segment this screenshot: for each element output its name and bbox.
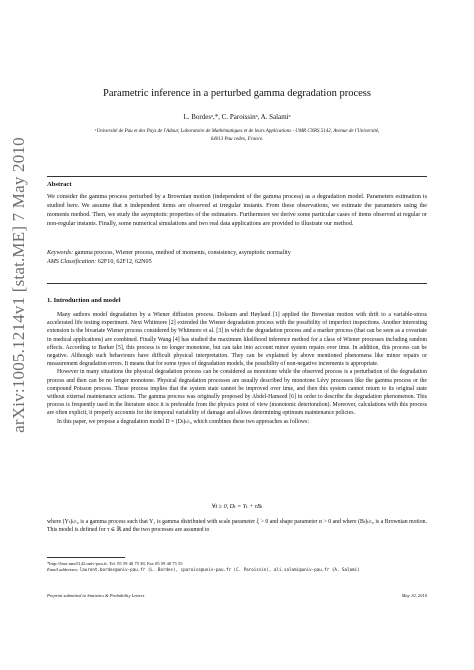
arxiv-id-text: arXiv:1005.1214v1 [stat.ME] 7 May 2010 xyxy=(9,137,28,433)
abstract-top-rule xyxy=(47,176,427,177)
paragraph-4: where (Yₜ)ₜ≥₀ is a gamma process such that Y₁ is gamma distributed with scale parameter ξ > 0 and shape parameter α > 0 and where (Bₜ)ₜ≥₀ is a Brownian motion. This model is defined for τ ∈ ℝ and the two processes are assumed to xyxy=(47,519,427,534)
keywords-text: gamma process, Wiener process, method of moments, consistency, asymptotic normality xyxy=(74,250,291,256)
paragraph-3: In this paper, we propose a degradation model D = (Dₜ)ₜ≥₀ which combines these two approaches as follows: xyxy=(57,418,309,425)
email-list: laurent.bordes@univ-pau.fr (L. Bordes), cparoiss@univ-pau.fr (C. Paroissin), ali.salami@univ-pau.fr (A. Salami) xyxy=(79,567,360,573)
page-footer xyxy=(47,593,427,598)
footnotes xyxy=(47,561,427,574)
introduction-body xyxy=(47,311,427,426)
affiliation-line-2: 64013 Pau cedex, France. xyxy=(210,137,264,142)
arxiv-identifier-stamp xyxy=(4,110,34,460)
author-list: L. Bordesᵃ,*, C. Paroissinᵃ, A. Salamiᵃ xyxy=(183,113,291,121)
abstract-heading: Abstract xyxy=(47,181,72,188)
paragraph-2: However in many situations the physical degradation process can be considered as monotone while the observed process is a perturbation of the degradation process and then can be no longer monotone. Physical degradation processes are usually described by monotone Lévy processes like the gamma process or the compound Poisson process. These process implies that the system state cannot be improved over time, and then this system cannot return to its original state without external maintenance actions. The gamma process was originally proposed by Abdel-Hameed [6] in order to describe the degradation phenomenon. This process is frequently used in the literature since it is preferable from the physics point of view (monotonic deterioration). Moreover, calculations with this process are often explicit, it properly accounts for the temporal variability of damage and allows determining optimum maintenance policies. xyxy=(47,369,427,417)
email-label: Email addresses: xyxy=(47,567,79,573)
footer-journal: Preprint submitted to Statistics & Probability Letters xyxy=(47,593,145,598)
paper-page xyxy=(47,0,427,670)
section-heading: 1. Introduction and model xyxy=(47,297,121,304)
affiliation xyxy=(67,128,407,144)
ams-text: 62F10, 62F12, 62N05 xyxy=(97,258,152,265)
paper-title: Parametric inference in a perturbed gamma degradation process xyxy=(103,88,371,99)
abstract-bottom-rule xyxy=(47,283,427,284)
keywords-block xyxy=(47,249,427,267)
footer-date: May 10, 2010 xyxy=(401,593,427,598)
paragraph-1: Many authors model degradation by a Wiener diffusion process. Doksum and Høyland [1] applied the Brownian motion with drift to a variable-stress accelerated life testing experiment. Next Whitmore [2] extended the Wiener degradation process with the possibility of imperfect inspections. Another interesting extension is the bivariate Wiener process considered by Whitmore et al. [3] in which the degradation process and a marker process (that can be seen as a covariate in medical applications) are combined. Finally Wang [4] has studied the maximum likelihood inference method for a class of Wiener processes including random effects. According to Barker [5], this process is no longer monotone, but can take into account minor system repairs over time. In addition, this process can be negative. Although such behaviours have difficult physical interpretation. They can be explained by above mentioned phenomena like minor repairs or measurement degradation errors. It means that for some types of degradation models, the possibility of non-negative increments is appropriate. xyxy=(47,312,427,368)
model-equation: ∀t ≥ 0, Dₜ = Yₜ + τBₜ xyxy=(211,504,263,510)
footnote-1: *http://lma-umr5142.univ-pau.fr, Tel. 05 59 40 75 38, Fax 05 59 40 75 55 xyxy=(47,561,183,566)
abstract-text: We consider the gamma process perturbed by a Brownian motion (independent of the gamma process) as a degradation model. Parameters estimation is studied here. We assume that n independent items are observed at irregular instants. From these observations, we estimate the parameters using the moments method. Then, we study the asymptotic properties of the estimators. Furthermore we derive some particular cases of items observed at regular or non-regular instants. Finally, some numerical simulations and two real data applications are provided to illustrate our method. xyxy=(47,194,427,227)
ams-label: AMS Classification: xyxy=(47,258,97,265)
ams-line xyxy=(47,258,427,267)
footnote-2 xyxy=(47,567,427,573)
keywords-line xyxy=(47,249,427,258)
footnote-rule xyxy=(47,557,125,558)
affiliation-line-1: ᵃUniversité de Pau et des Pays de l'Adour, Laboratoire de Mathématiques et de leurs Applications - UMR CNRS 5142, Avenue de l'Université, xyxy=(94,129,380,134)
keywords-label: Keywords: xyxy=(47,250,74,256)
